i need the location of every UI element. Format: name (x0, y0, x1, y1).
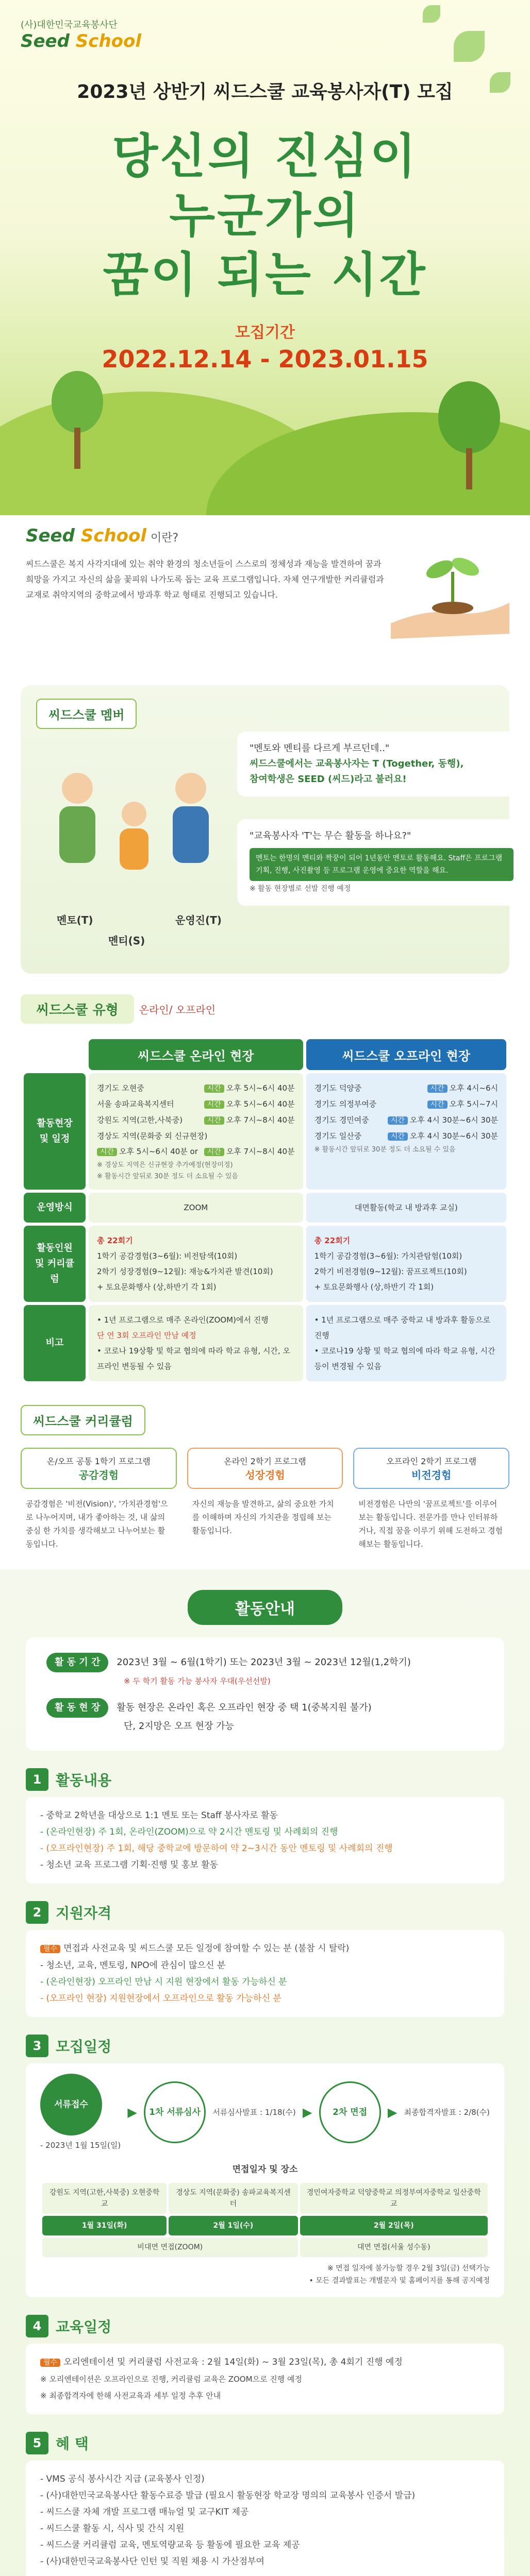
leaf-decoration (423, 5, 440, 23)
recruit-period: 2022.12.14 - 2023.01.15 (102, 345, 428, 373)
arrow-right-icon: ▶ (387, 2105, 397, 2120)
member-tag: 씨드스쿨 멤버 (36, 699, 137, 729)
type-table (21, 1036, 509, 1384)
schedule-block: 3 모집일정 서류접수 - 2023년 1월 15일(일) ▶ 1차 서류심사 서류심사발표 : 1/18(수) ▶ 2차 면접 ▶ 최종합격자발표 : 2/8(수) 면접일자 및 장소 강원도 지역(고한,사북중) 오현중학교 경상도 지역(문화중) 송파교육복지센터 경민여자중학교 덕양중학교 의정부여자중학교 일산중학교 1월 31일(화) 2월 1일(수) 2월 2일(목) 비대면 면접(ZOOM) 대면 면접(서울 성수동) ※ 면접 일자에 불가능할 경우 2월 3일(금) 선택가능 • 모든 결과발표는 개별문자 및 홈페이지를 통해 공지예정 (26, 2035, 504, 2297)
curriculum-tag: 씨드스쿨 커리큘럼 (21, 1405, 145, 1435)
info-heading: 활동안내 (188, 1590, 342, 1625)
table-row: 비고 • 1년 프로그램으로 매주 온라인(ZOOM)에서 진행 단 연 3회 오프라인 만남 예정 • 코로나 19상황 및 학교 협의에 따라 학교 유형, 시간, 오프라인 변동될 수 있음 • 1년 프로그램으로 매주 중학교 내 방과후 활동으로 진행 • 코로나19 상황 및 학교 협의에 따라 학교 유형, 시간 등이 변경될 수 있음 (24, 1305, 506, 1381)
type-tag: 씨드스쿨 유형 (21, 994, 134, 1024)
table-row: 활동인원 및 커리큘럼 총 22회기 1학기 공감경험(3~6월): 비전탐색(10회) 2학기 성장경험(9~12월): 재능&가치관 발견(10회) + 토요문화행사 (상,하반기 각 1회) 총 22회기 1학기 공감경험(3~6월): 가치관탐험(10회) 2학기 비전경험(9~12월): 꿈프로젝트(10회) + 토요문화행사 (상,하반기 각 1회) (24, 1226, 506, 1302)
arrow-right-icon: ▶ (127, 2105, 137, 2120)
mentee-label: 멘티(S) (108, 935, 145, 947)
col-online: 씨드스쿨 온라인 현장 (89, 1039, 303, 1070)
arrow-right-icon: ▶ (302, 2105, 312, 2120)
period-label: 모집기간 (235, 324, 295, 342)
online-sites: 경기도 오현중 시간 오후 5시~6시 40분 서울 송파교육복지센터 시간 오후 5시~6시 40분 강원도 지역(고한,사북중) 시간 오후 7시~8시 40분 경상도 지역(문화중 외 신규현장) 시간 오후 5시~6시 40분 or 시간 오후 7시~8시 40분 ※ 경상도 지역은 신규현장 추가예정(현장미정) ※ 활동시간 앞뒤로 30분 정도 더 소요될 수 있음 (89, 1073, 303, 1190)
tree-illustration (46, 371, 108, 474)
member-bubble-1: "멘토와 멘티를 다르게 부르던데.." 씨드스쿨에서는 교육봉사자는 T (Together, 동행), 참여학생은 SEED (씨드)라고 불러요! (237, 732, 526, 796)
curriculum-section (0, 1384, 530, 1569)
staff-label: 운영진(T) (175, 914, 222, 926)
training-block: 4 교육일정 필수 오리엔테이션 및 커리큘럼 사전교육 : 2월 14일(화) ~ 3월 23일(목), 총 4회기 진행 예정 ※ 오리엔테이션은 오프라인으로 진행, 커리큘럼 교육은 ZOOM으로 진행 예정 ※ 최종합격자에 한해 사전교육과 세부 일정 추후 안내 (26, 2315, 504, 2414)
offline-sites: 경기도 덕양중 시간 오후 4시~6시 경기도 의정부여중 시간 오후 5시~7시 경기도 경민여중 시간 오후 4시 30분~6시 30분 경기도 일산중 시간 오후 4시 30분~6시 30분 ※ 활동시간 앞뒤로 30분 정도 더 소요될 수 있음 (306, 1073, 506, 1190)
headline-line3: 꿈이 되는 시간 (103, 247, 427, 302)
member-bubble-2: "교육봉사자 'T'는 무슨 활동을 하나요?" 멘토는 한명의 멘티와 짝꿍이 되어 1년동안 멘토로 활동해요. Staff은 프로그램 기획, 진행, 사진촬영 등 프로그램 운영에 중요한 역할을 해요. ※ 활동 현장별로 선발 진행 예정 (237, 819, 526, 906)
tree-illustration (433, 381, 505, 495)
activity-block: 1 활동내용 - 중학교 2학년을 대상으로 1:1 멘토 또는 Staff 봉사자로 활동 - (온라인현장) 주 1회, 온라인(ZOOM)으로 약 2시간 멘토링 및 사례회의 진행 - (오프라인현장) 주 1회, 해당 중학교에 방문하여 약 2~3시간 동안 멘토링 및 사례회의 진행 - 청소년 교육 프로그램 기획·진행 및 홍보 활동 (26, 1768, 504, 1884)
headline-line1: 당신의 진심이 (112, 129, 418, 184)
mentor-label: 멘토(T) (57, 914, 93, 926)
interview-table: 강원도 지역(고한,사북중) 오현중학교 경상도 지역(문화중) 송파교육복지센터 경민여자중학교 덕양중학교 의정부여자중학교 일산중학교 1월 31일(화) 2월 1일(수) 2월 2일(목) 비대면 면접(ZOOM) 대면 면접(서울 성수동) (40, 2181, 490, 2259)
intro-section (0, 515, 530, 685)
org-name: (사)대한민국교육봉사단 (21, 20, 118, 30)
curriculum-col-3: 오프라인 2학기 프로그램 비전경험 비전경험은 나만의 '꿈프로젝트'를 이루어보는 활동입니다. 전문가를 만나 인터뷰하거나, 직접 꿈을 이루기 위해 도전하고 경험해보는 활동입니다. (353, 1448, 509, 1559)
hero-section (0, 0, 530, 515)
intro-description: 씨드스쿨은 복지 사각지대에 있는 취약 환경의 청소년들이 스스로의 정체성과 재능을 발견하여 꿈과 희망을 가지고 자신의 삶을 꽃피워 나가도록 돕는 교육 프로그램입니다. 자체 연구개발한 커리큘럼과 교재로 취약지역의 중학교에서 방과후 학교 형태로 진행되고 있습니다. (26, 559, 384, 600)
benefit-block: 5 혜 택 - VMS 공식 봉사시간 지급 (교육봉사 인정) - (사)대한민국교육봉사단 활동수료증 발급 (필요시 활동현장 학교장 명의의 교육봉사 인증서 발급) - 씨드스쿨 자체 개발 프로그램 매뉴얼 및 교구KIT 제공 - 씨드스쿨 활동 시, 식사 및 간식 지원 - 씨드스쿨 커리큘럼 교육, 멘토역량교육 등 활동에 필요한 교육 제공 - (사)대한민국교육봉사단 인턴 및 직원 채용 시 가산점부여 (26, 2432, 504, 2576)
curriculum-col-1: 온/오프 공통 1학기 프로그램 공감경험 공감경험은 '비전(Vision)', '가치관경험'으로 나누어지며, 내가 좋아하는 것, 내 삶의 중심 한 가치를 생각해보고 나누어보는 활동입니다. (21, 1448, 177, 1559)
table-row: 활동현장 및 일정 경기도 오현중 시간 오후 5시~6시 40분 서울 송파교육복지센터 시간 오후 5시~6시 40분 강원도 지역(고한,사북중) 시간 오후 7시~8시 40분 경상도 지역(문화중 외 신규현장) 시간 오후 5시~6시 40분 or 시간 오후 7시~8시 40분 ※ 경상도 지역은 신규현장 추가예정(현장미정) ※ 활동시간 앞뒤로 30분 정도 더 소요될 수 있음 경기도 덕양중 시간 오후 4시~6시 경기도 의정부여중 시간 오후 5시~7시 경기도 경민여중 시간 오후 4시 30분~6시 30분 경기도 일산중 시간 오후 4시 30분~6시 30분 ※ 활동시간 앞뒤로 30분 정도 더 소요될 수 있음 (24, 1073, 506, 1190)
recruit-subtitle: 2023년 상반기 씨드스쿨 교육봉사자(T) 모집 (77, 81, 453, 103)
type-head (21, 994, 509, 1024)
member-section (21, 685, 509, 974)
info-summary: 활 동 기 간 2023년 3월 ~ 6월(1학기) 또는 2023년 3월 ~ 2023년 12월(1,2학기) ※ 두 학기 활동 가능 봉사자 우대(우선선발) 활 동 현 장 활동 현장은 온라인 혹은 오프라인 현장 중 택 1(중복지원 불가) 단, 2지망은 오프 현장 가능 (26, 1637, 504, 1751)
headline-line2: 누군가의 (169, 188, 361, 243)
people-illustration-icon (41, 747, 227, 902)
hand-sprout-icon (380, 531, 515, 644)
info-section (0, 1569, 530, 2576)
type-section (0, 974, 530, 1384)
qualification-block: 2 지원자격 필수 면접과 사전교육 및 씨드스쿨 모든 일정에 참여할 수 있는 분 (불참 시 탈락) - 청소년, 교육, 멘토링, NPO에 관심이 많으신 분 - (온라인현장) 오프라인 만남 시 지원 현장에서 활동 가능하신 분 - (오프라인 현장) 지원현장에서 오프라인으로 활동 가능하신 분 (26, 1901, 504, 2017)
type-tag-sub: 온라인/ 오프라인 (139, 1004, 216, 1016)
table-row: 운영방식 ZOOM 대면활동(학교 내 방과후 교실) (24, 1193, 506, 1223)
intro-title: Seed School 이란? (26, 526, 179, 546)
process-steps: 서류접수 - 2023년 1월 15일(일) ▶ 1차 서류심사 서류심사발표 : 1/18(수) ▶ 2차 면접 ▶ 최종합격자발표 : 2/8(수) (40, 2074, 490, 2151)
leaf-decoration (454, 31, 485, 62)
curriculum-col-2: 온라인 2학기 프로그램 성장경험 자신의 재능을 발견하고, 삶의 중요한 가치를 이해하며 자신의 가치관을 정립해 보는 활동입니다. (187, 1448, 343, 1559)
seedschool-logo: Seed School (21, 31, 142, 52)
col-offline: 씨드스쿨 오프라인 현장 (306, 1039, 506, 1070)
